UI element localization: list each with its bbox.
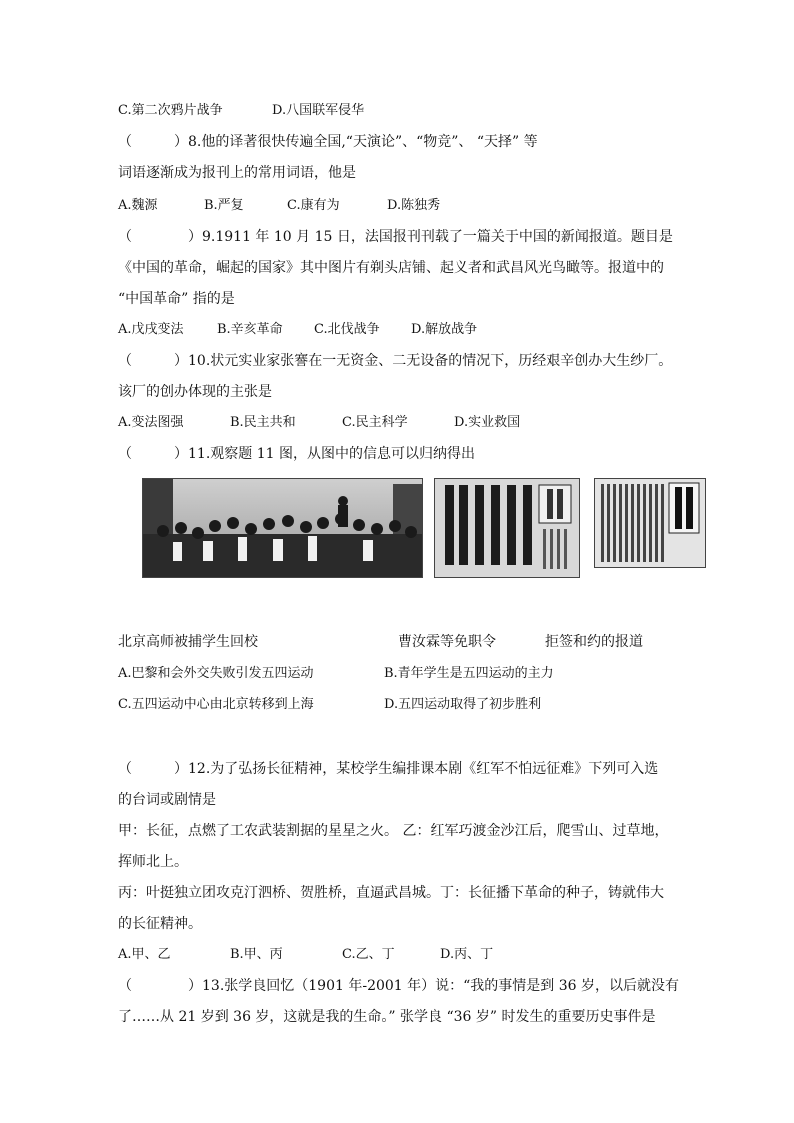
q8-option-c: C.康有为 — [287, 198, 340, 213]
q11-stem-line1: （ ）11.观察题 11 图，从图中的信息可以归纳得出 — [118, 446, 475, 462]
q12-stem-line3: 甲：长征，点燃了工农武装割据的星星之火。 乙：红军巧渡金沙江后，爬雪山、过草地， — [118, 823, 669, 839]
q9-stem-line3: “中国革命” 指的是 — [118, 291, 235, 307]
q8-option-a: A.魏源 — [118, 198, 158, 213]
crowd-photo — [142, 478, 423, 578]
q9-option-c: C.北伐战争 — [314, 322, 380, 337]
q12-stem-line4: 挥师北上。 — [118, 854, 188, 870]
treaty-refusal-image — [595, 479, 705, 567]
q9-option-b: B.辛亥革命 — [217, 322, 283, 337]
caption-dismissal-order: 曹汝霖等免职令 — [398, 634, 496, 650]
q11-option-a: A.巴黎和会外交失败引发五四运动 — [118, 666, 314, 681]
q7-option-c: C.第二次鸦片战争 — [118, 103, 223, 118]
q8-option-b: B.严复 — [204, 198, 244, 213]
q12-option-c: C.乙、丁 — [342, 947, 395, 962]
caption-treaty-refusal: 拒签和约的报道 — [545, 634, 643, 650]
q12-stem-line2: 的台词或剧情是 — [118, 792, 216, 808]
q10-option-c: C.民主科学 — [342, 415, 408, 430]
crowd-photo-image — [143, 479, 422, 577]
q12-option-d: D.丙、丁 — [440, 947, 494, 962]
q9-stem-line1: （ ）9.1911 年 10 月 15 日，法国报刊刊载了一篇关于中国的新闻报道。题目是 — [118, 229, 673, 245]
q8-stem-line2: 词语逐渐成为报刊上的常用词语，他是 — [118, 165, 356, 181]
q10-stem-line2: 该厂的创办体现的主张是 — [118, 384, 272, 400]
q7-option-d: D.八国联军侵华 — [272, 103, 365, 118]
caption-students-return: 北京高师被捕学生回校 — [118, 634, 258, 650]
q9-option-d: D.解放战争 — [411, 322, 478, 337]
q11-option-d: D.五四运动取得了初步胜利 — [384, 697, 542, 712]
q11-option-c: C.五四运动中心由北京转移到上海 — [118, 697, 314, 712]
dismissal-order-clipping — [434, 478, 580, 578]
q10-option-b: B.民主共和 — [230, 415, 296, 430]
q9-stem-line2: 《中国的革命，崛起的国家》其中图片有剃头店铺、起义者和武昌风光鸟瞰等。报道中的 — [118, 260, 664, 276]
q8-stem-line1: （ ）8.他的译著很快传遍全国,“天演论”、“物竞”、 “天择” 等 — [118, 134, 538, 150]
q13-stem-line2: 了……从 21 岁到 36 岁，这就是我的生命。” 张学良 “36 岁” 时发生的重要历史事件是 — [118, 1009, 656, 1025]
treaty-refusal-clipping — [594, 478, 706, 568]
dismissal-order-image — [435, 479, 579, 577]
q12-option-b: B.甲、丙 — [230, 947, 283, 962]
q13-stem-line1: （ ）13.张学良回忆（1901 年-2001 年）说：“我的事情是到 36 岁，以后就没有 — [118, 978, 680, 994]
q11-option-b: B.青年学生是五四运动的主力 — [384, 666, 554, 681]
q12-stem-line1: （ ）12.为了弘扬长征精神，某校学生编排课本剧《红军不怕远征难》下列可入选 — [118, 761, 659, 777]
q8-option-d: D.陈独秀 — [387, 198, 441, 213]
q12-stem-line5: 丙：叶挺独立团攻克汀泗桥、贺胜桥，直逼武昌城。丁：长征播下革命的种子，铸就伟大 — [118, 885, 664, 901]
q10-option-a: A.变法图强 — [118, 415, 184, 430]
q12-option-a: A.甲、乙 — [118, 947, 171, 962]
q10-stem-line1: （ ）10.状元实业家张謇在一无资金、二无设备的情况下，历经艰辛创办大生纱厂。 — [118, 353, 673, 369]
q9-option-a: A.戊戌变法 — [118, 322, 184, 337]
q12-stem-line6: 的长征精神。 — [118, 916, 202, 932]
q10-option-d: D.实业救国 — [454, 415, 521, 430]
